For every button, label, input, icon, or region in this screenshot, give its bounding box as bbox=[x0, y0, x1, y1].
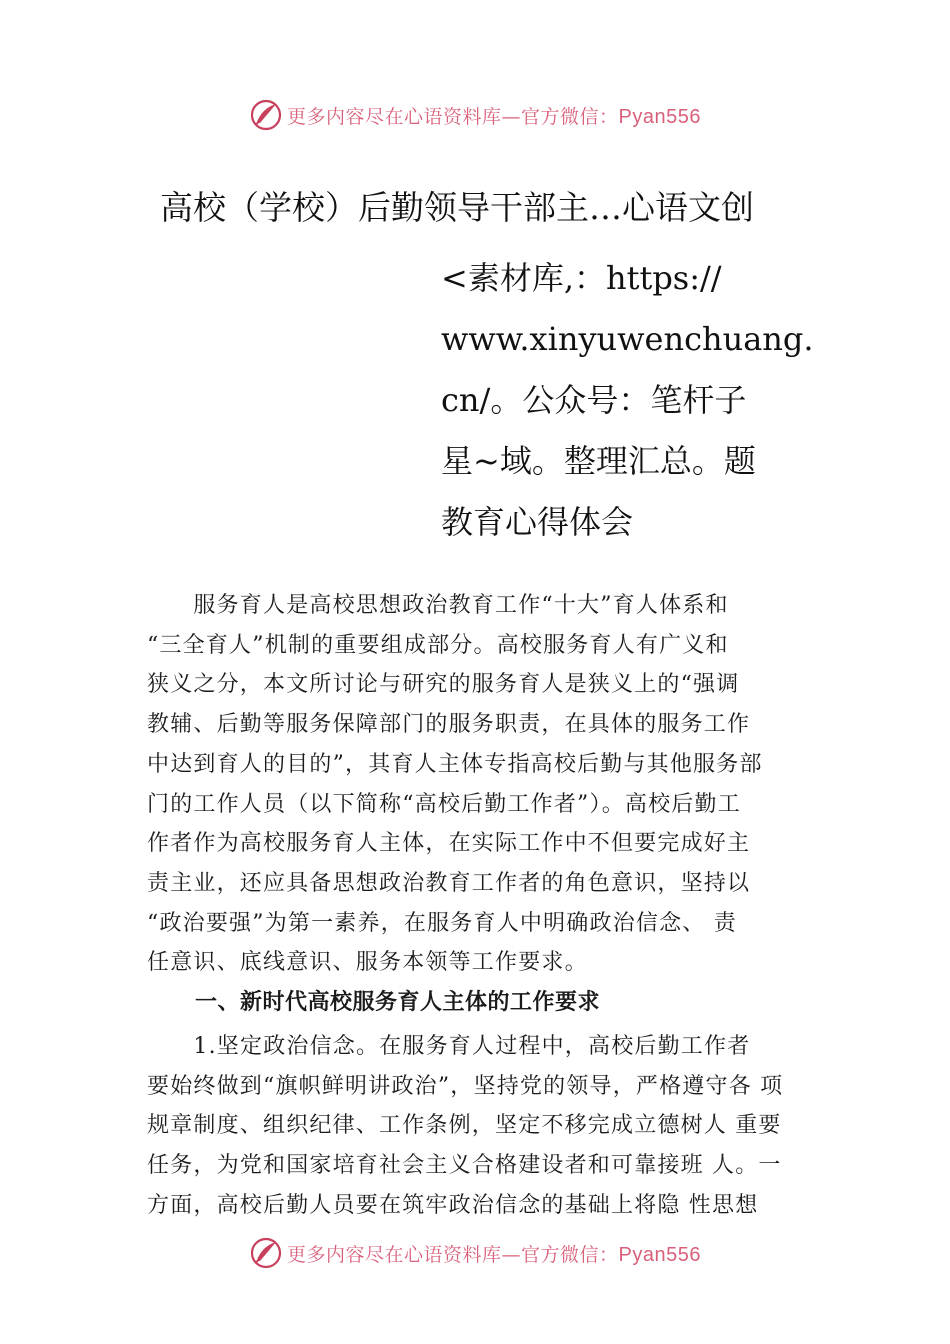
document-body bbox=[147, 586, 827, 1226]
title-line: www.xinyuwenchuang. bbox=[441, 320, 814, 358]
text-line: 中达到育人的目的”，其育人主体专指高校后勤与其他服务部 bbox=[147, 751, 763, 777]
section-heading: 一、新时代高校服务育人主体的工作要求 bbox=[195, 990, 601, 1016]
text-line: 责主业，还应具备思想政治教育工作者的角色意识，坚持以 bbox=[147, 870, 751, 896]
watermark-id: Pyan556 bbox=[618, 105, 701, 128]
watermark-label: 更多内容尽在心语资料库—官方微信： bbox=[287, 1243, 619, 1266]
text-line: 服务育人是高校思想政治教育工作“十大”育人体系和 bbox=[147, 593, 729, 618]
text-line: 任意识、底线意识、服务本领等工作要求。 bbox=[147, 950, 588, 976]
watermark-text bbox=[287, 102, 701, 129]
watermark-label: 更多内容尽在心语资料库—官方微信： bbox=[287, 105, 619, 128]
text-line: 作者作为高校服务育人主体，在实际工作中不但要完成好主 bbox=[147, 831, 751, 857]
paragraph-political-belief bbox=[147, 1027, 827, 1226]
pen-logo-icon bbox=[249, 98, 283, 132]
pen-logo-icon bbox=[249, 1236, 283, 1270]
text-line: “三全育人”机制的重要组成部分。高校服务育人有广义和 bbox=[147, 632, 729, 658]
title-line: <素材库,：https:// bbox=[441, 259, 722, 297]
document-title: 高校（学校）后勤领导干部主…心语文创 bbox=[160, 188, 754, 227]
watermark-text bbox=[287, 1240, 701, 1267]
text-line: 要始终做到“旗帜鲜明讲政治”，坚持党的领导，严格遵守各 项 bbox=[147, 1073, 784, 1099]
text-line: 1.坚定政治信念。在服务育人过程中，高校后勤工作者 bbox=[147, 1034, 751, 1060]
title-line: 教育心得体会 bbox=[441, 503, 634, 541]
text-line: 门的工作人员（以下简称“高校后勤工作者”）。高校后勤工 bbox=[147, 791, 741, 817]
text-line: 规章制度、组织纪律、工作条例，坚定不移完成立德树人 重要 bbox=[147, 1113, 782, 1139]
watermark-header bbox=[0, 95, 950, 135]
text-line: 任务，为党和国家培育社会主义合格建设者和可靠接班 人。一 bbox=[147, 1153, 782, 1179]
document-title-continued bbox=[441, 248, 814, 553]
title-line: cn/。公众号：笔杆子 bbox=[441, 381, 747, 419]
text-line: 狭义之分，本文所讨论与研究的服务育人是狭义上的“强调 bbox=[147, 672, 740, 698]
text-line: 方面，高校后勤人员要在筑牢政治信念的基础上将隐 性思想 bbox=[147, 1192, 759, 1218]
title-line: 星~域。整理汇总。题 bbox=[441, 442, 756, 480]
watermark-footer bbox=[0, 1233, 950, 1273]
paragraph-intro bbox=[147, 586, 827, 983]
text-line: “政治要强”为第一素养，在服务育人中明确政治信念、 责 bbox=[147, 910, 737, 936]
text-line: 教辅、后勤等服务保障部门的服务职责，在具体的服务工作 bbox=[147, 712, 751, 738]
watermark-id: Pyan556 bbox=[618, 1243, 701, 1266]
